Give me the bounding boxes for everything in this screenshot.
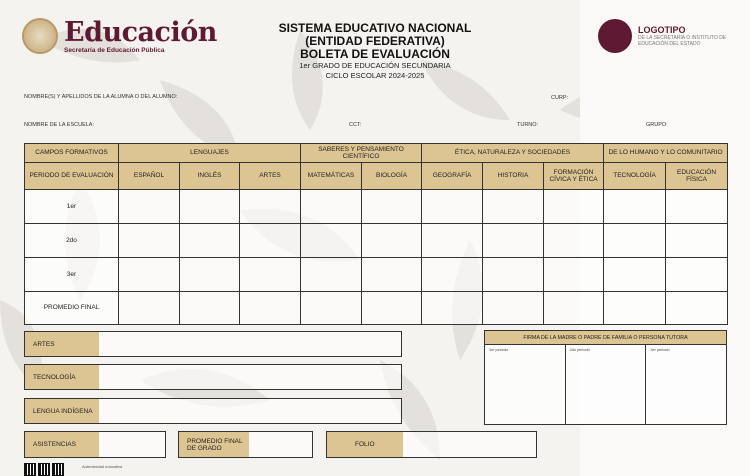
grade-cell[interactable] <box>422 258 483 292</box>
subject-biologia: BIOLOGÍA <box>362 163 422 190</box>
grade-cell[interactable] <box>666 190 728 224</box>
subject-matematicas: MATEMÁTICAS <box>301 163 362 190</box>
promedio-final-label: PROMEDIO FINAL DE GRADO <box>179 432 249 457</box>
grade-cell[interactable] <box>180 190 240 224</box>
cycle-line: CICLO ESCOLAR 2024-2025 <box>325 71 425 80</box>
grade-cell[interactable] <box>544 258 604 292</box>
cct-label: CCT: <box>349 122 362 128</box>
subject-civica: FORMACIÓN CÍVICA Y ÉTICA <box>544 163 604 190</box>
title-line-3: BOLETA DE EVALUACIÓN <box>300 47 450 61</box>
grade-cell[interactable] <box>362 258 422 292</box>
qr-code-icon <box>24 463 36 476</box>
grade-cell[interactable] <box>301 258 362 292</box>
grade-cell[interactable] <box>483 190 544 224</box>
tecnologia-box[interactable] <box>24 364 402 390</box>
subject-geografia: GEOGRAFÍA <box>422 163 483 190</box>
grade-cell[interactable] <box>604 190 666 224</box>
grades-table <box>24 143 728 325</box>
qr-codes <box>24 463 76 476</box>
grade-cell[interactable] <box>604 292 666 325</box>
grade-cell[interactable] <box>301 292 362 325</box>
school-name-label: NOMBRE DE LA ESCUELA: <box>24 122 94 128</box>
period-1-label: 1er <box>25 190 119 224</box>
grade-cell[interactable] <box>180 292 240 325</box>
logo-circle-icon <box>598 19 632 53</box>
title-line-2: (ENTIDAD FEDERATIVA) <box>305 34 445 48</box>
grade-cell[interactable] <box>362 292 422 325</box>
grade-cell[interactable] <box>301 190 362 224</box>
grade-cell[interactable] <box>240 292 301 325</box>
signature-title: FIRMA DE LA MADRE O PADRE DE FAMILIA O PERSONA TUTORA <box>485 331 726 345</box>
field-humano: DE LO HUMANO Y LO COMUNITARIO <box>604 144 728 163</box>
national-seal-icon <box>22 18 58 54</box>
lengua-indigena-box[interactable] <box>24 398 402 424</box>
subject-historia: HISTORIA <box>483 163 544 190</box>
grade-cell[interactable] <box>240 258 301 292</box>
signature-period-1[interactable]: 1er periodo <box>485 345 566 425</box>
document-title <box>220 22 530 81</box>
promedio-final-box[interactable] <box>178 431 313 458</box>
education-logo <box>22 18 217 54</box>
period-2-label: 2do <box>25 224 119 258</box>
qr-code-icon <box>38 463 50 476</box>
grade-cell[interactable] <box>240 190 301 224</box>
grade-cell[interactable] <box>119 292 180 325</box>
final-average-label: PROMEDIO FINAL <box>25 292 119 325</box>
grade-cell[interactable] <box>119 190 180 224</box>
logo-text: LOGOTIPO <box>638 25 686 35</box>
folio-label: FOLIO <box>327 432 403 457</box>
asistencias-box[interactable] <box>24 431 166 458</box>
table-row <box>25 224 728 258</box>
lengua-indigena-label: LENGUA INDÍGENA <box>25 399 99 423</box>
shift-label: TURNO: <box>517 122 539 128</box>
table-row <box>25 292 728 325</box>
table-row <box>25 190 728 224</box>
signature-panel <box>484 330 727 425</box>
artes-label: ARTES <box>25 332 99 356</box>
grade-cell[interactable] <box>422 292 483 325</box>
grade-cell[interactable] <box>544 190 604 224</box>
grade-cell[interactable] <box>666 224 728 258</box>
grade-cell[interactable] <box>180 258 240 292</box>
grade-cell[interactable] <box>422 224 483 258</box>
grade-cell[interactable] <box>301 224 362 258</box>
grade-cell[interactable] <box>483 292 544 325</box>
tecnologia-label: TECNOLOGÍA <box>25 365 99 389</box>
grade-cell[interactable] <box>240 224 301 258</box>
grade-cell[interactable] <box>544 292 604 325</box>
grade-line: 1er GRADO DE EDUCACIÓN SECUNDARIA <box>299 61 451 70</box>
period-3-label: 3er <box>25 258 119 292</box>
grade-cell[interactable] <box>544 224 604 258</box>
field-etica: ÉTICA, NATURALEZA Y SOCIEDADES <box>422 144 604 163</box>
grade-cell[interactable] <box>119 258 180 292</box>
grade-cell[interactable] <box>119 224 180 258</box>
folio-box[interactable] <box>326 431 537 458</box>
student-name-label: NOMBRE(S) Y APELLIDOS DE LA ALUMNA O DEL ALUMNO: <box>24 94 178 100</box>
brand-name: Educación <box>64 16 217 48</box>
subject-tecnologia: TECNOLOGÍA <box>604 163 666 190</box>
grade-cell[interactable] <box>604 224 666 258</box>
curp-label: CURP: <box>551 95 569 101</box>
subject-artes: ARTES <box>240 163 301 190</box>
grade-cell[interactable] <box>666 292 728 325</box>
grade-cell[interactable] <box>362 190 422 224</box>
grade-cell[interactable] <box>362 224 422 258</box>
subject-ingles: INGLÉS <box>180 163 240 190</box>
subject-espanol: ESPAÑOL <box>119 163 180 190</box>
field-saberes: SABERES Y PENSAMIENTO CIENTÍFICO <box>301 144 422 163</box>
qr-code-icon <box>52 463 64 476</box>
field-lenguajes: LENGUAJES <box>119 144 301 163</box>
grade-cell[interactable] <box>666 258 728 292</box>
logo-subtitle: DE LA SECRETARÍA O INSTITUTO DE EDUCACIÓN DEL ESTADO <box>638 35 727 47</box>
group-label: GRUPO: <box>646 122 668 128</box>
state-logo <box>598 19 738 53</box>
table-row <box>25 258 728 292</box>
grade-cell[interactable] <box>180 224 240 258</box>
grade-cell[interactable] <box>422 190 483 224</box>
grade-cell[interactable] <box>483 224 544 258</box>
grade-cell[interactable] <box>604 258 666 292</box>
footer-note: Autenticidad educativa <box>82 464 123 469</box>
signature-period-3[interactable]: 3er periodo <box>650 348 670 352</box>
signature-period-2[interactable]: 2do periodo <box>566 345 647 425</box>
campos-header: CAMPOS FORMATIVOS <box>25 144 119 163</box>
subject-ed-fisica: EDUCACIÓN FÍSICA <box>666 163 728 190</box>
brand-subtitle: Secretaría de Educación Pública <box>64 46 165 54</box>
artes-box[interactable] <box>24 331 402 357</box>
title-line-1: SISTEMA EDUCATIVO NACIONAL <box>278 21 472 35</box>
periodo-header: PERIODO DE EVALUACIÓN <box>25 163 119 190</box>
grade-cell[interactable] <box>483 258 544 292</box>
asistencias-label: ASISTENCIAS <box>25 432 99 457</box>
